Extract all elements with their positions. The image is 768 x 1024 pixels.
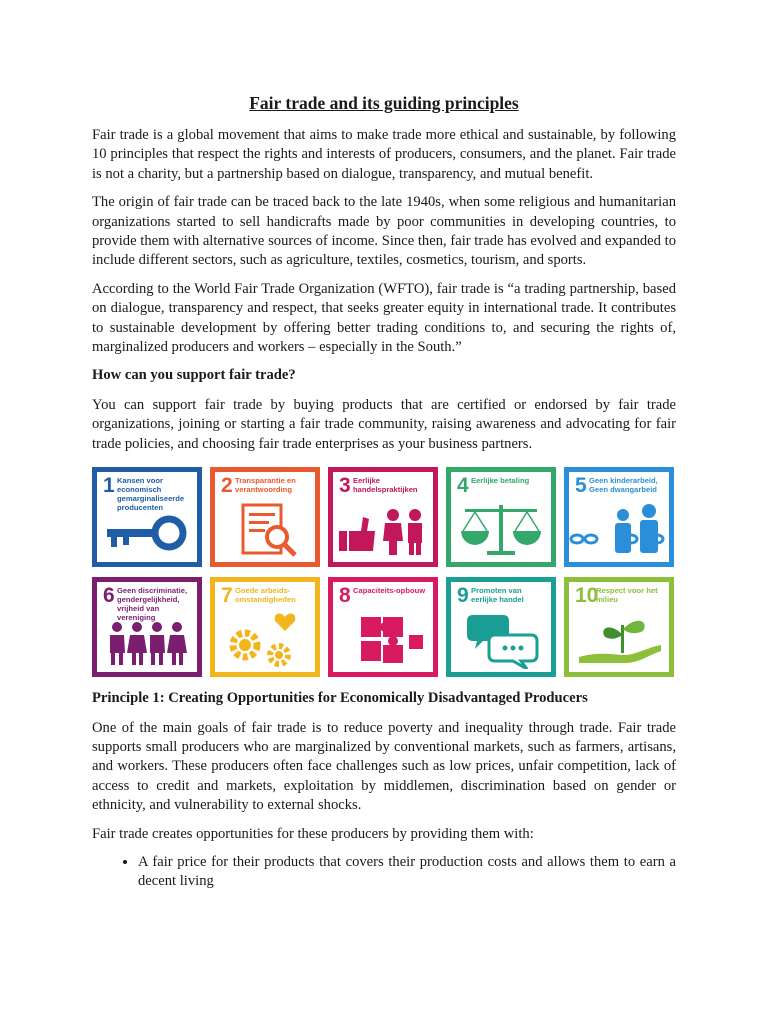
puzzle-icon [333, 611, 433, 669]
principle-label: Eerlijke handelspraktijken [353, 476, 418, 495]
speech-bubbles-icon [451, 611, 551, 669]
principle-tile-8 [328, 577, 438, 677]
hand-plant-icon [569, 611, 669, 669]
principle-tile-1 [92, 467, 202, 567]
thumbs-up-people-icon [333, 501, 433, 559]
principle-label: Geen discriminatie, gendergelijkheid, vrijheid van vereniging [117, 586, 188, 623]
principle1-heading: Principle 1: Creating Opportunities for Economically Disadvantaged Producers [92, 690, 588, 707]
intro-paragraph: Fair trade is a global movement that aims to make trade more ethical and sustainable, by following 10 principles that respect the rights and interests of producers, consumers, and the planet. Fair trade is not a charity, but a partnership based on dialogue, transparency, and mutual benefit. [92, 127, 676, 182]
group-of-people-icon [97, 611, 197, 669]
balance-scale-icon [451, 501, 551, 559]
principle-number: 10 [575, 584, 599, 608]
principle-number: 9 [457, 584, 469, 608]
principle-tile-10 [564, 577, 674, 677]
principle-tile-6 [92, 577, 202, 677]
principle-number: 4 [457, 474, 469, 498]
key-icon [97, 501, 197, 559]
origin-paragraph: The origin of fair trade can be traced back to the late 1940s, when some religious and humanitarian organizations started to sell handicrafts made by poor communities in developing countries, to provide them with alternative sources of income. Since then, fair trade has evolved and expanded to include different sectors, such as agriculture, textiles, cosmetics, tourism, and sports. [92, 194, 676, 269]
support-heading: How can you support fair trade? [92, 367, 296, 384]
principle-number: 2 [221, 474, 233, 498]
principle-tile-3 [328, 467, 438, 567]
principle-label: Transparantie en verantwoording [235, 476, 296, 495]
principle-tile-5 [564, 467, 674, 567]
principle-number: 3 [339, 474, 351, 498]
principle-label: Eerlijke betaling [471, 476, 530, 486]
broken-chain-people-icon [569, 501, 669, 559]
principles-grid [92, 467, 676, 677]
principle-tile-4 [446, 467, 556, 567]
principle-number: 8 [339, 584, 351, 608]
principle-tile-9 [446, 577, 556, 677]
principle-number: 1 [103, 474, 115, 498]
principle-label: Kansen voor economisch gemarginaliseerde producenten [117, 476, 185, 513]
gears-heart-icon [215, 611, 315, 669]
principle1-paragraph: One of the main goals of fair trade is to reduce poverty and inequality through trade. Fair trade supports small producers who are marginalized by conventional markets, such as farmers, artisans, and workers. These producers often face challenges such as low prices, unfair competition, lack of access to credit and markets, exploitation by middlemen, discrimination based on gender or ethnicity, and vulnerability to external shocks. [92, 719, 676, 814]
document-magnifier-icon [215, 501, 315, 559]
principle-number: 6 [103, 584, 115, 608]
principle-tile-2 [210, 467, 320, 567]
principle-label: Capaciteits-opbouw [353, 586, 426, 596]
benefit-list [92, 853, 676, 892]
principle1-intro-paragraph: Fair trade creates opportunities for these producers by providing them with: [92, 825, 534, 842]
principle-number: 7 [221, 584, 233, 608]
principle-label: Respect voor het milieu [596, 586, 658, 605]
principle-label: Promoten van eerlijke handel [471, 586, 524, 605]
principle-label: Goede arbeids-omstandigheden [235, 586, 296, 605]
wfto-definition-paragraph: According to the World Fair Trade Organization (WFTO), fair trade is “a trading partnership, based on dialogue, transparency and respect, that seeks greater equity in international trade. It contributes to sustainable development by offering better trading conditions to, and securing the rights of, marginalized producers and workers – especially in the South.” [92, 280, 676, 356]
list-item: • A fair price for their products that covers their production costs and allows them to earn a decent living [138, 853, 676, 892]
principle-number: 5 [575, 474, 587, 498]
document-page [92, 86, 676, 892]
support-paragraph: You can support fair trade by buying products that are certified or endorsed by fair trade organizations, joining or starting a fair trade community, raising awareness and advocating for fair trade policies, and choosing fair trade enterprises as your business partners. [92, 396, 676, 452]
principle-label: Geen kinderarbeid, Geen dwangarbeid [589, 476, 658, 495]
document-title: Fair trade and its guiding principles [249, 93, 519, 113]
principle-tile-7 [210, 577, 320, 677]
